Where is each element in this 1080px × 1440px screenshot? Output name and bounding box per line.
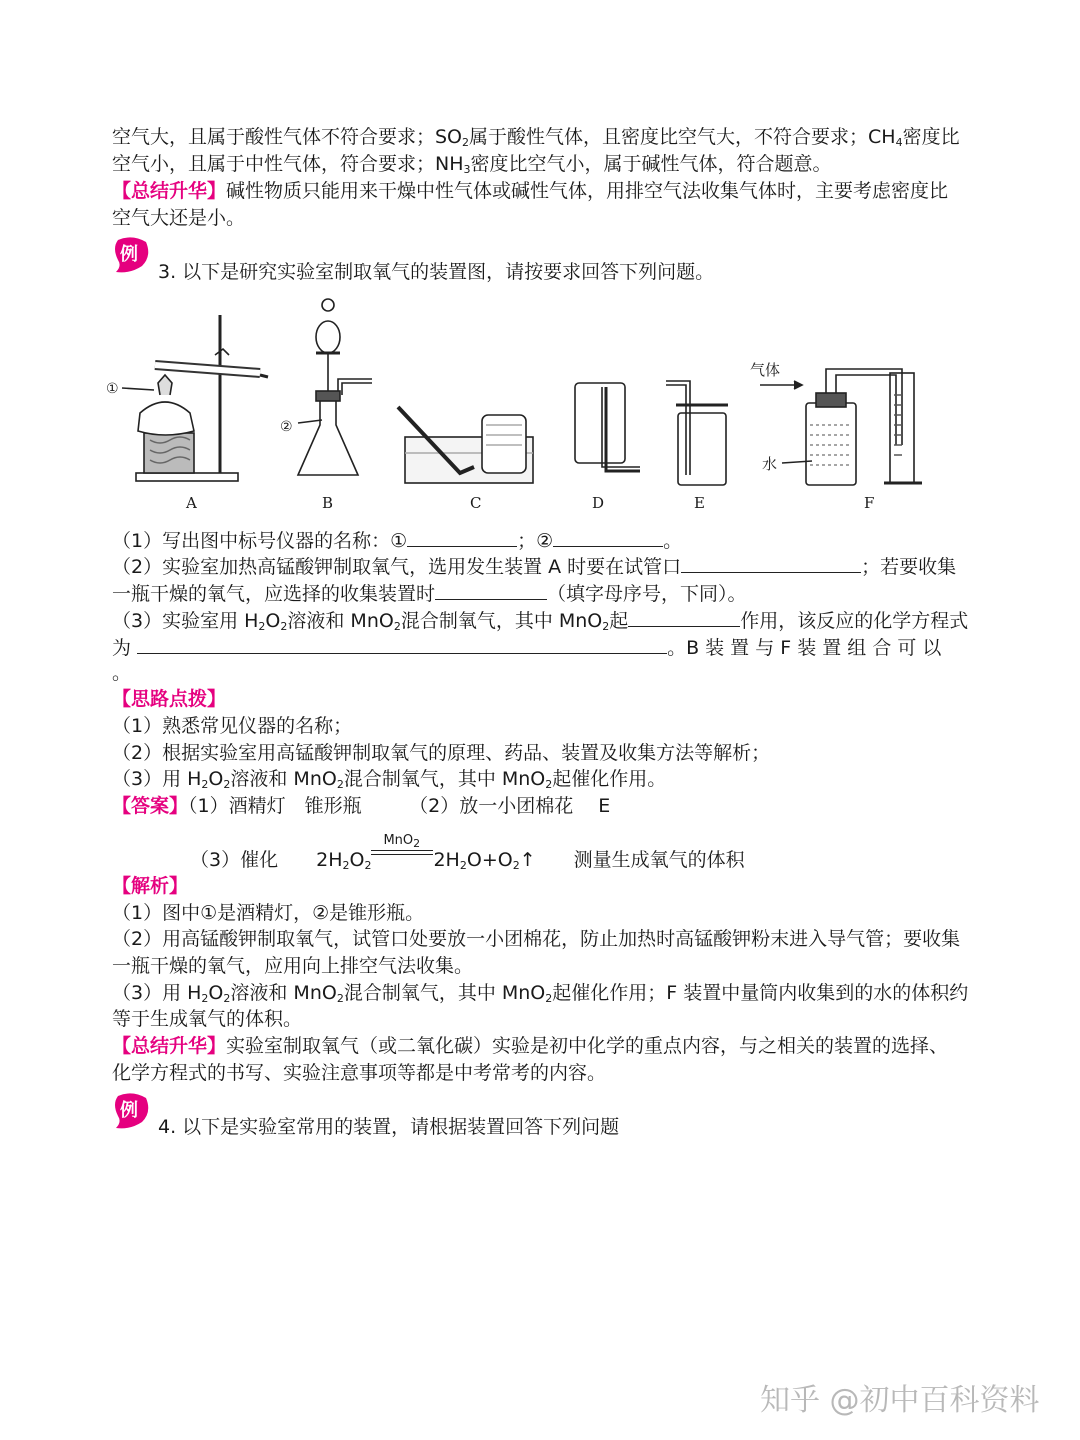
analysis-2: （2）用高锰酸钾制取氧气，试管口处要放一小团棉花，防止加热时高锰酸钾粉末进入导气管；要收集	[112, 928, 961, 950]
fig-label-c: C	[470, 494, 482, 512]
summary-label: 【总结升华】	[112, 180, 227, 202]
q4-title: 4. 以下是实验室常用的装置，请根据装置回答下列问题	[158, 1116, 620, 1138]
analysis-3: （3）用 $H_2O_2$溶液和 MnO$_2$混合制氧气，其中 MnO$_2$起催化作用；F 装置中量筒内收集到的水的体积约	[112, 982, 969, 1005]
equation: $2H_2O_2$ MnO$_2$ $2H_2O+O_2↑$	[316, 833, 536, 872]
thinking-1: （1）熟悉常见仪器的名称；	[112, 715, 353, 737]
summary-1: 【总结升华】碱性物质只能用来干燥中性气体或碱性气体，用排空气法收集气体时，主要考虑密度比	[112, 180, 949, 202]
blank-6	[137, 633, 667, 654]
intro-line-2: 空气小，且属于中性气体，符合要求；$NH_3$密度比空气小，属于碱性气体，符合题意。	[112, 153, 832, 176]
water-label: 水	[762, 455, 778, 473]
summary-2-cont: 化学方程式的书写、实验注意事项等都是中考常考的内容。	[112, 1062, 607, 1084]
summary-1-cont: 空气大还是小。	[112, 207, 246, 229]
gas-bottle-f	[806, 403, 856, 485]
conical-flask	[298, 395, 358, 475]
fig-label-b: B	[322, 494, 334, 512]
fig-label-a: A	[186, 494, 197, 512]
example-badge-2: 例	[112, 1092, 152, 1128]
analysis-3-cont: 等于生成氧气的体积。	[112, 1008, 303, 1030]
blank-3	[681, 552, 861, 573]
analysis-1: （1）图中①是酒精灯，②是锥形瓶。	[112, 902, 425, 924]
gas-label: 气体	[750, 361, 781, 379]
alcohol-lamp	[138, 402, 194, 435]
analysis-label: 【解析】	[112, 875, 189, 897]
q3-part3-cont: 为 。B 装 置 与 F 装 置 组 合 可 以	[112, 633, 972, 661]
example-badge: 例	[112, 236, 152, 272]
q3-part3-end: 。	[112, 662, 132, 684]
answer-line-1: 【答案】（1）酒精灯 锥形瓶 （2）放一小团棉花 E	[112, 795, 611, 817]
gas-bottle-c	[482, 415, 526, 473]
q3-part2-cont: 一瓶干燥的氧气，应选择的收集装置时 （填字母序号，下同）。	[112, 579, 972, 607]
gas-bottle-d	[575, 383, 625, 463]
separatory-funnel	[316, 321, 340, 353]
blank-5	[628, 606, 740, 627]
summary-2: 【总结升华】实验室制取氧气（或二氧化碳）实验是初中化学的重点内容，与之相关的装置的选择、	[112, 1035, 949, 1057]
analysis-2-cont: 一瓶干燥的氧气，应用向上排空气法收集。	[112, 955, 474, 977]
q3-part2: （2）实验室加热高锰酸钾制取氧气，选用发生装置 A 时要在试管口 ；若要收集	[112, 552, 972, 580]
fig-label-e: E	[694, 494, 705, 512]
equation-condition: MnO$_2$	[371, 840, 433, 866]
blank-2	[553, 526, 663, 547]
q3-part3: （3）实验室用 $H_2O_2$溶液和 MnO$_2$混合制氧气，其中 MnO$_2$起 作用，该反应的化学方程式	[112, 606, 972, 634]
blank-4	[435, 579, 547, 600]
stand-base	[136, 473, 238, 481]
label-two: ②	[280, 419, 293, 435]
q3-title: 3. 以下是研究实验室制取氧气的装置图，请按要求回答下列问题。	[158, 261, 715, 283]
blank-1	[407, 526, 517, 547]
thinking-2: （2）根据实验室用高锰酸钾制取氧气的原理、药品、装置及收集方法等解析；	[112, 742, 771, 764]
q3-part1: （1）写出图中标号仪器的名称：① ；② 。	[112, 526, 972, 554]
answer-line-2: （3）催化 $2H_2O_2$ MnO$_2$ $2H_2O+O_2↑$ 测量生成氧气的体积	[190, 833, 745, 872]
apparatus-figure	[106, 295, 920, 495]
thinking-3: （3）用 $H_2O_2$溶液和 MnO$_2$混合制氧气，其中 MnO$_2$起催化作用。	[112, 768, 667, 791]
watermark: 知乎 @初中百科资料	[760, 1383, 1040, 1418]
label-one: ①	[106, 381, 119, 397]
intro-line-1: 空气大，且属于酸性气体不符合要求；$SO_2$属于酸性气体，且密度比空气大，不符合要求；$CH_4$密度比	[112, 126, 960, 149]
fig-label-d: D	[592, 494, 605, 512]
thinking-label: 【思路点拨】	[112, 688, 227, 710]
fig-label-f: F	[864, 494, 875, 512]
